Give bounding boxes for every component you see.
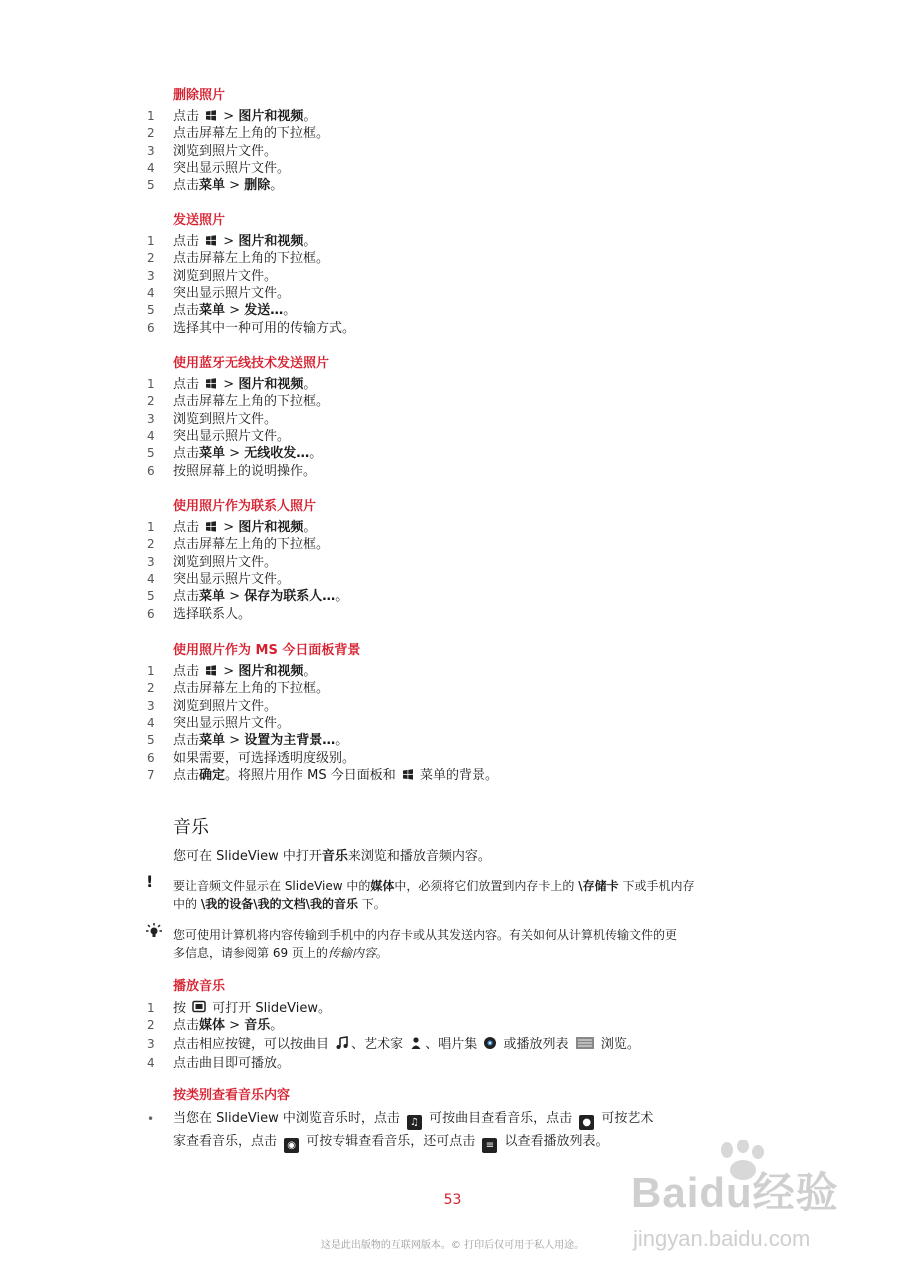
step-row	[0, 233, 905, 250]
watermark-brand: Baidu经验	[631, 1169, 839, 1216]
step-number: 5	[147, 303, 155, 318]
step-text: 点击菜单 > 设置为主背景…。	[173, 733, 349, 749]
browse-music-heading: 按类别查看音乐内容	[173, 1088, 291, 1103]
step-number: 5	[147, 446, 155, 461]
watermark-url: jingyan.baidu.com	[633, 1226, 811, 1251]
step-row	[0, 177, 905, 194]
step-number: 6	[147, 606, 155, 621]
browse-line-1: 当您在 SlideView 中浏览音乐时，点击 ♫ 可按曲目查看音乐，点击 ● 可按艺术	[173, 1111, 654, 1128]
step-row	[0, 536, 905, 553]
step-number: 3	[147, 554, 155, 569]
section-heading: 使用照片作为联系人照片	[173, 499, 317, 514]
step-text: 点击 > 图片和视频。	[173, 109, 317, 124]
step-text: 浏览到照片文件。	[173, 268, 278, 284]
playlist-icon	[575, 1036, 595, 1050]
slideview-key-icon	[192, 1000, 206, 1014]
step-row	[0, 571, 905, 588]
step-row	[0, 411, 905, 428]
step-text: 点击确定。将照片用作 MS 今日面板和 菜单的背景。	[173, 767, 499, 783]
music-intro	[173, 848, 491, 866]
step-row	[0, 463, 905, 480]
bullet: •	[147, 1112, 155, 1126]
step-row	[0, 698, 905, 715]
footer-notice: 这是此出版物的互联网版本。© 打印后仅可用于私人用途。	[320, 1240, 585, 1251]
windows-start-icon	[203, 664, 219, 679]
step-text: 点击屏幕左上角的下拉框。	[173, 681, 330, 697]
step-text: 突出显示照片文件。	[173, 715, 291, 731]
step-number: 3	[147, 143, 155, 158]
step-text: 点击 > 图片和视频。	[173, 664, 317, 679]
music-note-button-icon: ♫	[407, 1115, 422, 1130]
step-number: 5	[147, 178, 155, 193]
step-number: 7	[147, 767, 155, 782]
step-text: 突出显示照片文件。	[173, 571, 291, 587]
step-row	[0, 606, 905, 623]
windows-start-icon	[400, 768, 416, 783]
step-row	[0, 428, 905, 445]
step-number: 5	[147, 589, 155, 604]
step-row	[0, 125, 905, 142]
step-number: 1	[147, 664, 155, 678]
step-row	[0, 302, 905, 319]
step-number: 1	[147, 234, 155, 248]
tip-note	[173, 926, 773, 962]
step-row	[0, 663, 905, 680]
artist-button-icon: ●	[579, 1115, 594, 1130]
step-text: 点击 > 图片和视频。	[173, 234, 317, 249]
album-icon	[483, 1036, 497, 1050]
play-music-heading: 播放音乐	[173, 979, 226, 994]
step-text: 点击菜单 > 删除。	[173, 178, 284, 194]
step-number: 6	[147, 320, 155, 335]
step-row	[0, 108, 905, 125]
music-title: 音乐	[173, 817, 209, 838]
step-row	[0, 143, 905, 160]
step-text: 点击菜单 > 发送…。	[173, 303, 297, 319]
transfer-content-link[interactable]: 传输内容	[327, 946, 376, 960]
step-number: 4	[147, 160, 155, 175]
step-text: 点击菜单 > 保存为联系人…。	[173, 589, 349, 605]
step-row	[0, 445, 905, 462]
step-row	[0, 588, 905, 605]
step-number: 4	[147, 285, 155, 300]
step-row	[0, 554, 905, 571]
step-row	[0, 519, 905, 536]
step-text: 点击菜单 > 无线收发…。	[173, 446, 323, 462]
step-number: 3	[147, 411, 155, 426]
play-step-2: 2 点击媒体 > 音乐。	[147, 1018, 284, 1033]
step-text: 浏览到照片文件。	[173, 554, 278, 570]
step-row	[0, 376, 905, 393]
step-number: 2	[147, 537, 155, 552]
step-row	[0, 268, 905, 285]
step-row	[0, 320, 905, 337]
intro-text: 您可在 SlideView 中打开	[173, 849, 322, 864]
windows-start-icon	[203, 109, 219, 124]
music-note-icon	[335, 1036, 349, 1050]
step-text: 点击屏幕左上角的下拉框。	[173, 251, 330, 267]
step-text: 突出显示照片文件。	[173, 285, 291, 301]
step-row	[0, 160, 905, 177]
section-heading: 使用照片作为 MS 今日面板背景	[173, 643, 361, 658]
browse-line-2: 家查看音乐，点击 ◉ 可按专辑查看音乐，还可点击 ≡ 以查看播放列表。	[173, 1134, 609, 1151]
step-text: 选择其中一种可用的传输方式。	[173, 320, 356, 336]
step-number: 4	[147, 571, 155, 586]
step-text: 突出显示照片文件。	[173, 428, 291, 444]
step-number: 1	[147, 520, 155, 534]
warning-line-2: 中的 \我的设备\我的文档\我的音乐 下。	[173, 897, 386, 911]
section-heading: 删除照片	[173, 88, 226, 103]
step-number: 3	[147, 698, 155, 713]
warning-line-1: 要让音频文件显示在 SlideView 中的媒体中，必须将它们放置到内存卡上的 \存储卡 下或手机内存	[173, 879, 695, 893]
step-number: 2	[147, 251, 155, 266]
step-text: 突出显示照片文件。	[173, 160, 291, 176]
step-row	[0, 393, 905, 410]
windows-start-icon	[203, 377, 219, 392]
step-text: 浏览到照片文件。	[173, 411, 278, 427]
step-number: 6	[147, 463, 155, 478]
intro-text-end: 来浏览和播放音频内容。	[347, 849, 491, 864]
play-step-4: 4 点击曲目即可播放。	[147, 1056, 291, 1071]
step-number: 2	[147, 394, 155, 409]
step-row	[0, 732, 905, 749]
windows-start-icon	[203, 520, 219, 535]
section-heading: 使用蓝牙无线技术发送照片	[173, 356, 330, 371]
step-text: 按照屏幕上的说明操作。	[173, 463, 317, 479]
step-text: 选择联系人。	[173, 606, 252, 622]
artist-icon	[409, 1036, 423, 1050]
step-number: 2	[147, 681, 155, 696]
step-text: 浏览到照片文件。	[173, 698, 278, 714]
step-text: 点击屏幕左上角的下拉框。	[173, 126, 330, 142]
lightbulb-icon	[144, 922, 164, 944]
step-number: 6	[147, 750, 155, 765]
step-text: 点击 > 图片和视频。	[173, 377, 317, 392]
tip-line-2: 多信息，请参阅第 69 页上的传输内容。	[173, 946, 388, 960]
step-number: 1	[147, 109, 155, 123]
step-text: 如果需要，可选择透明度级别。	[173, 750, 356, 766]
step-number: 5	[147, 733, 155, 748]
warning-note	[173, 877, 773, 913]
step-row	[0, 250, 905, 267]
intro-bold: 音乐	[321, 849, 348, 864]
step-row	[0, 680, 905, 697]
step-row	[0, 750, 905, 767]
step-row	[0, 715, 905, 732]
step-number: 3	[147, 268, 155, 283]
step-number: 1	[147, 377, 155, 391]
play-step-1: 1 按 可打开 SlideView。	[147, 1001, 331, 1016]
playlist-button-icon: ≡	[482, 1138, 497, 1153]
step-text: 浏览到照片文件。	[173, 143, 278, 159]
album-button-icon: ◉	[284, 1138, 299, 1153]
baidu-watermark	[625, 1140, 865, 1270]
tip-line-1: 您可使用计算机将内容传输到手机中的内存卡或从其发送内容。有关如何从计算机传输文件的更	[173, 928, 678, 942]
step-number: 4	[147, 428, 155, 443]
section-heading: 发送照片	[173, 213, 226, 228]
windows-start-icon	[203, 234, 219, 249]
step-text: 点击 > 图片和视频。	[173, 520, 317, 535]
step-row	[0, 767, 905, 784]
play-step-3: 3 点击相应按键，可以按曲目 、艺术家 、唱片集 或播放列表 浏览。	[147, 1037, 640, 1052]
step-row	[0, 285, 905, 302]
step-text: 点击屏幕左上角的下拉框。	[173, 537, 330, 553]
step-number: 2	[147, 126, 155, 141]
exclamation-icon: !	[146, 872, 154, 891]
step-text: 点击屏幕左上角的下拉框。	[173, 394, 330, 410]
step-number: 4	[147, 715, 155, 730]
page-number: 53	[443, 1192, 462, 1208]
